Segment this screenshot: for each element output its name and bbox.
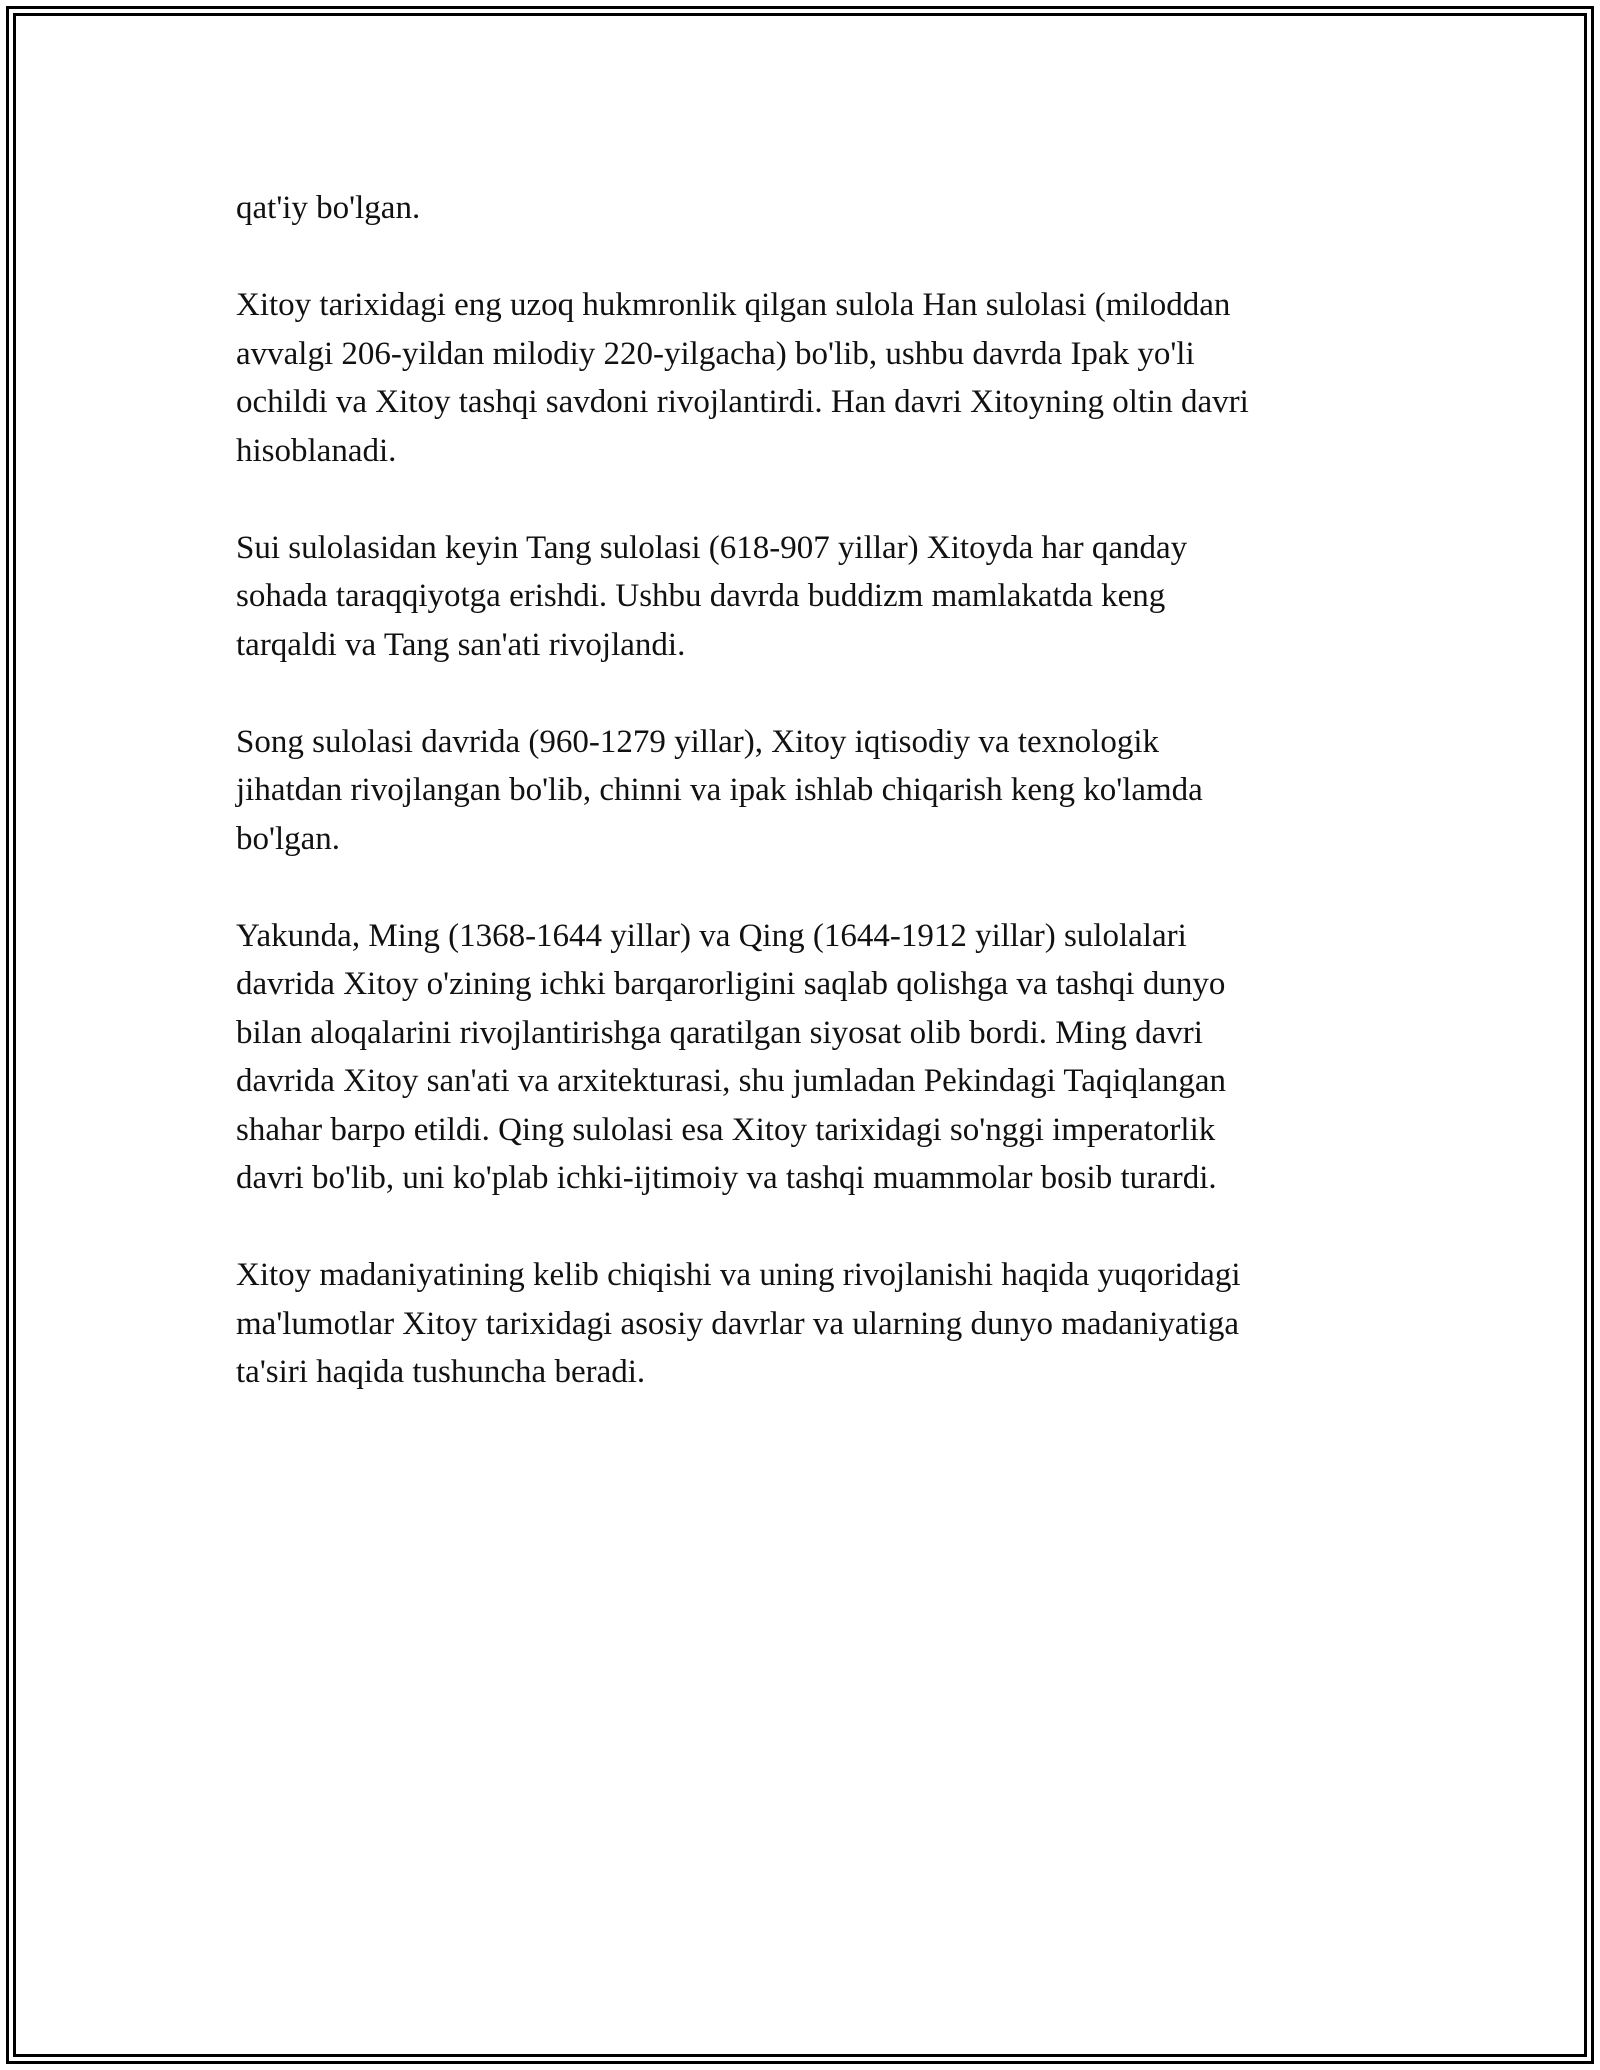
- paragraph-ming-qing-dynasties: Yakunda, Ming (1368-1644 yillar) va Qing (1644-1912 yillar) sulolalari davrida Xitoy o'zining ichki barqarorligini saqlab qolishga va tashqi dunyo bilan aloqalarini rivojlantirishga qaratilgan siyosat olib bordi. Ming davri davrida Xitoy san'ati va arxitekturasi, shu jumladan Pekindagi Taqiqlangan shahar barpo etildi. Qing sulolasi esa Xitoy tarixidagi so'nggi imperatorlik davri bo'lib, uni ko'plab ichki-ijtimoiy va tashqi muammolar bosib turardi.: [236, 917, 1227, 1196]
- paragraph-continuation: qat'iy bo'lgan.: [236, 190, 421, 226]
- paragraph-song-dynasty: Song sulolasi davrida (960-1279 yillar), Xitoy iqtisodiy va texnologik jihatdan rivojlangan bo'lib, chinni va ipak ishlab chiqarish keng ko'lamda bo'lgan.: [236, 723, 1203, 857]
- paragraph-conclusion: Xitoy madaniyatining kelib chiqishi va uning rivojlanishi haqida yuqoridagi ma'lumotlar Xitoy tarixidagi asosiy davrlar va ularning dunyo madaniyatiga ta'siri haqida tushuncha beradi.: [236, 1257, 1241, 1390]
- paragraph-han-dynasty: Xitoy tarixidagi eng uzoq hukmronlik qilgan sulola Han sulolasi (miloddan avvalgi 206-yildan milodiy 220-yilgacha) bo'lib, ushbu davrda Ipak yo'li ochildi va Xitoy tashqi savdoni rivojlantirdi. Han davri Xitoyning oltin davri hisoblanadi.: [236, 287, 1249, 469]
- document-body: [236, 184, 1366, 1445]
- paragraph-tang-dynasty: Sui sulolasidan keyin Tang sulolasi (618-907 yillar) Xitoyda har qanday sohada taraqqiyotga erishdi. Ushbu davrda buddizm mamlakatda keng tarqaldi va Tang san'ati rivojlandi.: [236, 529, 1188, 663]
